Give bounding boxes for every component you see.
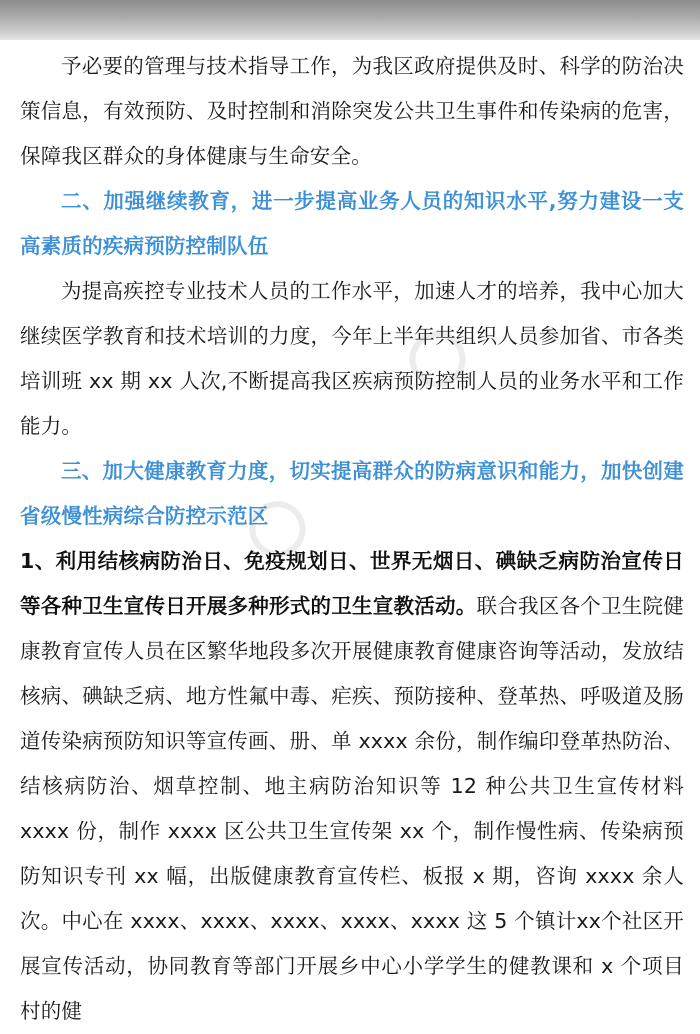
paragraph-1: 予必要的管理与技术指导工作，为我区政府提供及时、科学的防治决策信息，有效预防、及时控制和消除突发公共卫生事件和传染病的危害，保障我区群众的身体健康与生命安全。 bbox=[20, 54, 684, 168]
top-gray-band bbox=[0, 0, 700, 40]
document-body bbox=[20, 44, 684, 1034]
paragraph-3 bbox=[20, 539, 684, 1034]
section-heading-2: 二、加强继续教育，进一步提高业务人员的知识水平,努力建设一支高素质的疾病预防控制队伍 bbox=[20, 189, 684, 258]
section-heading-3: 三、加大健康教育力度，切实提高群众的防病意识和能力，加快创建省级慢性病综合防控示范区 bbox=[20, 459, 684, 528]
paragraph-3-body: 联合我区各个卫生院健康教育宣传人员在区繁华地段多次开展健康教育健康咨询等活动，发放结核病、碘缺乏病、地方性氟中毒、疟疾、预防接种、登革热、呼吸道及肠道传染病预防知识等宣传画、册、单 xxxx 余份，制作编印登革热防治、结核病防治、烟草控制、地主病防治知识等 12 种公共卫生宣传材料 xxxx 份，制作 xxxx 区公共卫生宣传架 xx 个，制作慢性病、传染病预防知识专刊 xx 幅，出版健康教育宣传栏、板报 x 期，咨询 xxxx 余人次。中心在 xxxx、xxxx、xxxx、xxxx、xxxx 这 5 个镇计xx个社区开展宣传活动，协同教育等部门开展乡中心小学学生的健教课和 x 个项目村的健 bbox=[20, 594, 684, 1023]
paragraph-2: 为提高疾控专业技术人员的工作水平，加速人才的培养，我中心加大继续医学教育和技术培训的力度，今年上半年共组织人员参加省、市各类培训班 xx 期 xx 人次,不断提高我区疾病预防控制人员的业务水平和工作能力。 bbox=[20, 279, 684, 438]
paragraph-3-bold-lead: 1、利用结核病防治日、免疫规划日、世界无烟日、碘缺乏病防治宣传日等各种卫生宣传日开展多种形式的卫生宣教活动。 bbox=[20, 549, 684, 618]
